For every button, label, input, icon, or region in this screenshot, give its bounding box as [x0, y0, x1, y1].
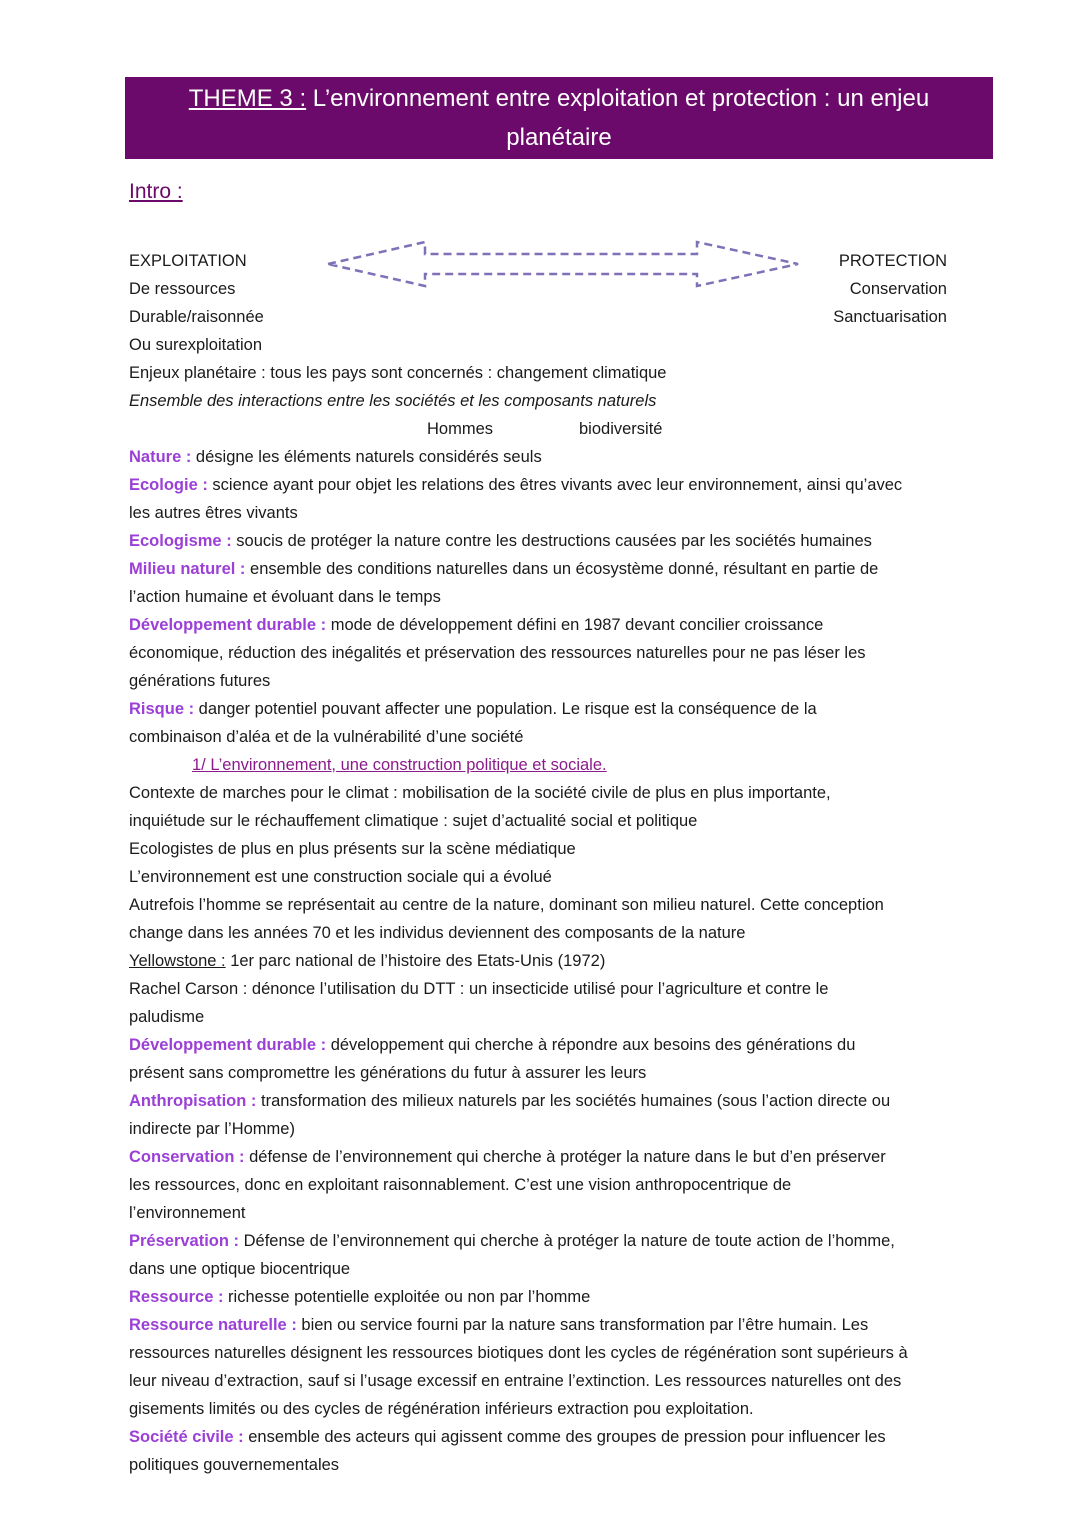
def-conservation-cont-2: l’environnement: [129, 1204, 246, 1222]
def-societe-civile: [129, 1423, 886, 1451]
body-line-5: Autrefois l’homme se représentait au centre de la nature, dominant son milieu naturel. Cette conception: [129, 896, 884, 914]
protection-label: PROTECTION: [838, 252, 947, 270]
def-dd-cont-1: économique, réduction des inégalités et préservation des ressources naturelles pour ne pas léser les: [129, 644, 866, 662]
title-line-2: planétaire: [506, 124, 612, 151]
def-risque: [129, 695, 817, 723]
def-ecologie-cont: les autres êtres vivants: [129, 504, 298, 522]
def-conservation-cont-1: les ressources, donc en exploitant raisonnablement. C’est une vision anthropocentrique de: [129, 1176, 792, 1194]
def-nature: [129, 443, 542, 471]
def-text: défense de l’environnement qui cherche à protéger la nature dans le but d’en préserver: [244, 1148, 886, 1166]
exploitation-line-2: De ressources: [129, 280, 236, 298]
def-rn-cont-1: ressources naturelles désignent les ressources biotiques dont les cycles de régénération sont supérieurs à: [129, 1344, 908, 1362]
def2-dd-cont: présent sans compromettre les générations du futur à assurer les leurs: [129, 1064, 647, 1082]
def-risque-cont: combinaison d’aléa et de la vulnérabilité d’une société: [129, 728, 524, 746]
def-text: soucis de protéger la nature contre les destructions causées par les sociétés humaines: [231, 532, 872, 550]
def-ecologie: [129, 471, 902, 499]
def-milieu-naturel: [129, 555, 878, 583]
def-ecologisme: [129, 527, 872, 555]
hommes-label: Hommes: [427, 420, 494, 438]
def-term: Développement durable :: [129, 616, 327, 634]
def-term: Ecologie :: [129, 476, 208, 494]
double-arrow-icon: [322, 238, 804, 290]
def-conservation: [129, 1143, 886, 1171]
def-ressource: [129, 1283, 590, 1311]
def-anthropisation: [129, 1087, 890, 1115]
def-term: Anthropisation :: [129, 1092, 257, 1110]
def-term: Conservation :: [129, 1148, 245, 1166]
biodiversite-label: biodiversité: [579, 420, 663, 438]
def-text: mode de développement défini en 1987 devant concilier croissance: [326, 616, 824, 634]
def-milieu-naturel-cont: l’action humaine et évoluant dans le temps: [129, 588, 441, 606]
def-text: Défense de l’environnement qui cherche à protéger la nature de toute action de l’homme,: [239, 1232, 895, 1250]
def-text: ensemble des acteurs qui agissent comme des groupes de pression pour influencer les: [243, 1428, 886, 1446]
title-line-1: [125, 79, 993, 118]
protection-line-3: Sanctuarisation: [833, 308, 947, 326]
theme-label: THEME 3 :: [188, 85, 307, 112]
body-line-6: change dans les années 70 et les individus deviennent des composants de la nature: [129, 924, 746, 942]
body-line-1: Contexte de marches pour le climat : mobilisation de la société civile de plus en plus importante,: [129, 784, 831, 802]
def-text: bien ou service fourni par la nature sans transformation par l’être humain. Les: [296, 1316, 869, 1334]
def-text: danger potentiel pouvant affecter une population. Le risque est la conséquence de la: [194, 700, 817, 718]
def-term: Nature :: [129, 448, 192, 466]
yellowstone-text: 1er parc national de l’histoire des Etats-Unis (1972): [225, 952, 606, 970]
def-term: Développement durable :: [129, 1036, 327, 1054]
def-rn-cont-3: gisements limités ou des cycles de régénération inférieurs extraction pou exploitation.: [129, 1400, 754, 1418]
def-term: Ecologisme :: [129, 532, 232, 550]
def-term: Ressource naturelle :: [129, 1316, 297, 1334]
body-line-4: L’environnement est une construction sociale qui a évolué: [129, 868, 552, 886]
exploitation-line-4: Ou surexploitation: [129, 336, 262, 354]
def-text: ensemble des conditions naturelles dans un écosystème donné, résultant en partie de: [245, 560, 879, 578]
exploitation-label: EXPLOITATION: [129, 252, 247, 270]
def-societe-civile-cont: politiques gouvernementales: [129, 1456, 340, 1474]
body-line-2: inquiétude sur le réchauffement climatique : sujet d’actualité social et politique: [129, 812, 698, 830]
yellowstone-line: [129, 947, 605, 975]
def-developpement-durable: [129, 611, 823, 639]
def-dd-cont-2: générations futures: [129, 672, 271, 690]
def-anthropisation-cont: indirecte par l’Homme): [129, 1120, 295, 1138]
carson-line-1: Rachel Carson : dénonce l’utilisation du DTT : un insecticide utilisé pour l’agriculture et contre le: [129, 980, 829, 998]
title-text: L’environnement entre exploitation et protection : un enjeu: [306, 85, 930, 112]
def-text: développement qui cherche à répondre aux besoins des générations du: [326, 1036, 856, 1054]
def-text: richesse potentielle exploitée ou non par l’homme: [223, 1288, 591, 1306]
def-term: Préservation :: [129, 1232, 240, 1250]
def-text: science ayant pour objet les relations des êtres vivants avec leur environnement, ainsi qu’avec: [207, 476, 903, 494]
def-term: Ressource :: [129, 1288, 224, 1306]
def-ressource-naturelle: [129, 1311, 868, 1339]
carson-line-2: paludisme: [129, 1008, 205, 1026]
def-term: Société civile :: [129, 1428, 244, 1446]
intro-heading: Intro :: [129, 180, 183, 203]
section-1-heading: 1/ L’environnement, une construction politique et sociale.: [192, 756, 607, 774]
def2-developpement-durable: [129, 1031, 855, 1059]
enjeux-line: Enjeux planétaire : tous les pays sont concernés : changement climatique: [129, 364, 667, 382]
exploitation-line-3: Durable/raisonnée: [129, 308, 264, 326]
yellowstone-label: Yellowstone :: [129, 952, 226, 970]
body-line-3: Ecologistes de plus en plus présents sur la scène médiatique: [129, 840, 576, 858]
def-text: désigne les éléments naturels considérés seuls: [191, 448, 542, 466]
def-term: Milieu naturel :: [129, 560, 246, 578]
ensemble-line: Ensemble des interactions entre les sociétés et les composants naturels: [129, 392, 657, 410]
def-term: Risque :: [129, 700, 195, 718]
protection-line-2: Conservation: [849, 280, 947, 298]
def-preservation: [129, 1227, 895, 1255]
def-rn-cont-2: leur niveau d’extraction, sauf si l’usage excessif en entraine l’extinction. Les ressources naturelles ont des: [129, 1372, 902, 1390]
theme-title-banner: [125, 77, 993, 159]
def-text: transformation des milieux naturels par les sociétés humaines (sous l’action directe ou: [256, 1092, 891, 1110]
def-preservation-cont: dans une optique biocentrique: [129, 1260, 351, 1278]
